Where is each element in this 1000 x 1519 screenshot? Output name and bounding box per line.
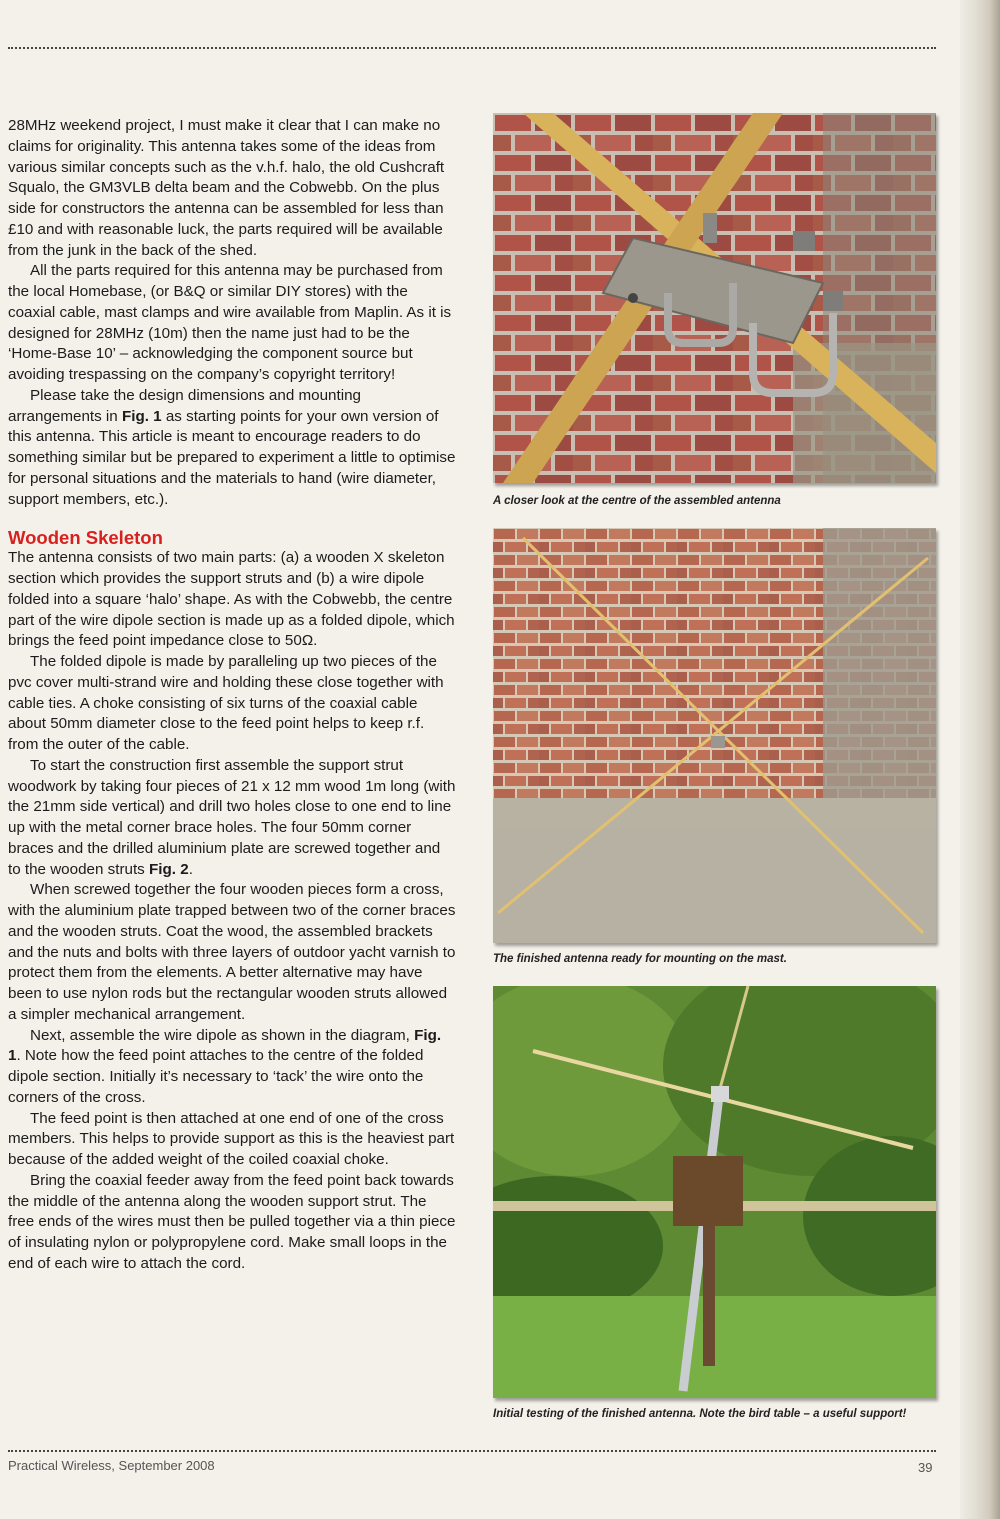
section-paragraph-3-text: To start the construction first assemble the support strut woodwork by taking four pieces of 21 x 12 mm wood 1m long (with the 21mm side vertical) and drill two holes close to one end to line up with the metal corner brace holes. The four 50mm corner braces and the drilled aluminium plate are screwed together and to the wooden struts (8, 756, 456, 878)
section-paragraph-7: Bring the coaxial feeder away from the feed point back towards the middle of the antenna along the wooden support strut. The free ends of the wires must then be pulled together via a thin piece of insulating nylon or polypropylene cord. Make small loops in the end of each wire to attach the cord. (8, 1171, 456, 1272)
section-paragraph-4: When screwed together the four wooden pieces form a cross, with the aluminium plate trapped between two of the corner braces and the wooden struts. Coat the wood, the assembled brackets and the nuts and bolts with three layers of outdoor yacht varnish to protect them from the elements. A better alternative may have been to use nylon rods but the rectangular wooden struts allowed a simpler mechanical arrangement. (8, 881, 456, 1023)
photo-garden-test (493, 986, 936, 1398)
section-paragraph-5-tail: . Note how the feed point attaches to the centre of the folded dipole section. Initially it’s necessary to ‘tack’ the wire onto the corners of the cross. (8, 1047, 424, 1106)
photo-finished-antenna (493, 528, 936, 943)
paragraph-3 (8, 386, 456, 511)
fig1-reference: Fig. 1 (8, 1026, 442, 1065)
fig1-reference-inline: Fig. 1 (121, 407, 162, 425)
paragraph-1: 28MHz weekend project, I must make it clear that I can make no claims for originality. This antenna takes some of the ideas from various similar concepts such as the v.h.f. halo, the old Cushcraft Squalo, the GM3VLB delta beam and the Cobwebb. On the plus side for constructors the antenna can be assembled for less than £10 and with reasonable luck, the parts required will be available from the junk in the back of the shed. (8, 117, 445, 259)
footer-page-number: 39 (918, 1460, 933, 1475)
bottom-dotted-rule (8, 1450, 936, 1452)
photo-2-caption: The finished antenna ready for mounting on the mast. (493, 953, 787, 965)
article-text-column (8, 116, 456, 1275)
photo-3-caption: Initial testing of the finished antenna. Note the bird table – a useful support! (493, 1408, 907, 1420)
fig2-reference: Fig. 2 (149, 860, 189, 878)
photo-antenna-centre-closeup (493, 113, 936, 483)
footer-publication: Practical Wireless, September 2008 (8, 1458, 215, 1473)
section-paragraph-2: The folded dipole is made by paralleling up two pieces of the pvc cover multi-strand wire and holding these close together with cable ties. A choke consisting of six turns of the coaxial cable about 50mm diameter close to the feed point helps to keep r.f. from the outer of the cable. (8, 653, 444, 753)
paragraph-3-lead: Please take the design dimensions and mounting (30, 386, 361, 404)
paragraph-3-body: arrangements in Fig. 1 as starting points for your own version of this antenna. This article is meant to encourage readers to do something similar but be prepared to experiment a little to optimise for personal situations and the materials to hand (wire diameter, support members, etc.). (8, 407, 456, 508)
period: . (188, 860, 193, 878)
section-paragraph-6: The feed point is then attached at one end of one of the cross members. This helps to provide support as this is the heaviest part because of the added weight of the coiled coaxial choke. (8, 1109, 455, 1168)
section-paragraph-3 (8, 756, 456, 881)
top-dotted-rule (8, 47, 936, 49)
section-paragraph-5 (8, 1026, 456, 1109)
paragraph-2: All the parts required for this antenna may be purchased from the local Homebase, (or B&Q or similar DIY stores) with the coaxial cable, mast clamps and wire available from Maplin. As it is designed for 28MHz (10m) then the name just had to be the ‘Home-Base 10’ – acknowledging the component source but avoiding trespassing on the company’s copyright territory! (8, 262, 452, 383)
section-paragraph-5-text: Next, assemble the wire dipole as shown in the diagram, (30, 1026, 410, 1044)
photo-1-caption: A closer look at the centre of the assembled antenna (493, 495, 781, 507)
section-paragraph-1: The antenna consists of two main parts: (a) a wooden X skeleton section which provides the support struts and (b) a wire dipole folded into a square ‘halo’ shape. As with the Cobwebb, the centre part of the wire dipole section is made up as a folded dipole, which brings the feed point impedance close to 50Ω. (8, 549, 455, 650)
page-edge-shadow (960, 0, 1000, 1519)
section-heading: Wooden Skeleton (8, 527, 163, 549)
